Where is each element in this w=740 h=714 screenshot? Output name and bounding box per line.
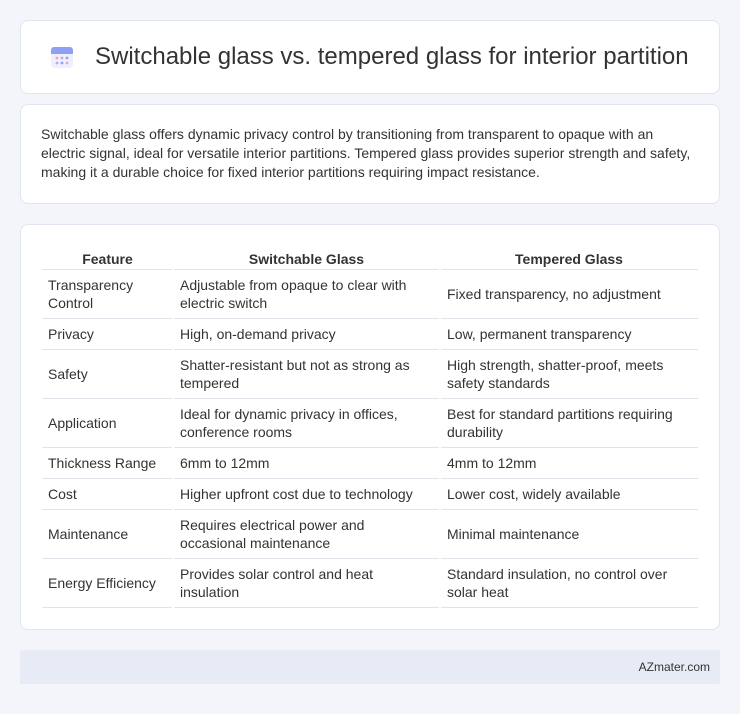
cell-switchable: Requires electrical power and occasional maintenance [173,509,440,558]
cell-switchable: Ideal for dynamic privacy in offices, conference rooms [173,398,440,447]
comparison-table [42,247,698,608]
cell-feature: Transparency Control [42,269,173,318]
cell-feature: Energy Efficiency [42,558,173,607]
calendar-icon [47,42,77,72]
table-row [42,398,698,447]
cell-tempered: Fixed transparency, no adjustment [440,269,698,318]
cell-tempered: Best for standard partitions requiring durability [440,398,698,447]
cell-switchable: Shatter-resistant but not as strong as tempered [173,349,440,398]
table-row [42,349,698,398]
header-feature: Feature [42,247,173,269]
table-header-row [42,247,698,269]
cell-tempered: Minimal maintenance [440,509,698,558]
cell-feature: Maintenance [42,509,173,558]
cell-feature: Thickness Range [42,447,173,478]
cell-switchable: Higher upfront cost due to technology [173,478,440,509]
page-title: Switchable glass vs. tempered glass for interior partition [95,43,689,70]
table-row [42,478,698,509]
intro-paragraph: Switchable glass offers dynamic privacy control by transitioning from transparent to opaque with an electric signal, ideal for versatile interior partitions. Tempered glass provides superior strength and safety, making it a durable choice for fixed interior partitions requiring impact resistance. [41,126,691,180]
cell-feature: Cost [42,478,173,509]
header-tempered: Tempered Glass [440,247,698,269]
cell-tempered: Lower cost, widely available [440,478,698,509]
cell-switchable: 6mm to 12mm [173,447,440,478]
comparison-card [20,224,720,630]
table-row [42,447,698,478]
cell-feature: Application [42,398,173,447]
cell-tempered: High strength, shatter-proof, meets safety standards [440,349,698,398]
cell-tempered: Low, permanent transparency [440,318,698,349]
cell-switchable: Provides solar control and heat insulation [173,558,440,607]
cell-tempered: 4mm to 12mm [440,447,698,478]
table-row [42,558,698,607]
header-switchable: Switchable Glass [173,247,440,269]
cell-tempered: Standard insulation, no control over solar heat [440,558,698,607]
cell-switchable: High, on-demand privacy [173,318,440,349]
table-row [42,269,698,318]
cell-feature: Safety [42,349,173,398]
footer-bar [20,650,720,684]
cell-feature: Privacy [42,318,173,349]
title-card [20,20,720,94]
table-row [42,509,698,558]
table-row [42,318,698,349]
footer-site-name: AZmater.com [638,660,710,674]
intro-card [20,104,720,204]
cell-switchable: Adjustable from opaque to clear with electric switch [173,269,440,318]
